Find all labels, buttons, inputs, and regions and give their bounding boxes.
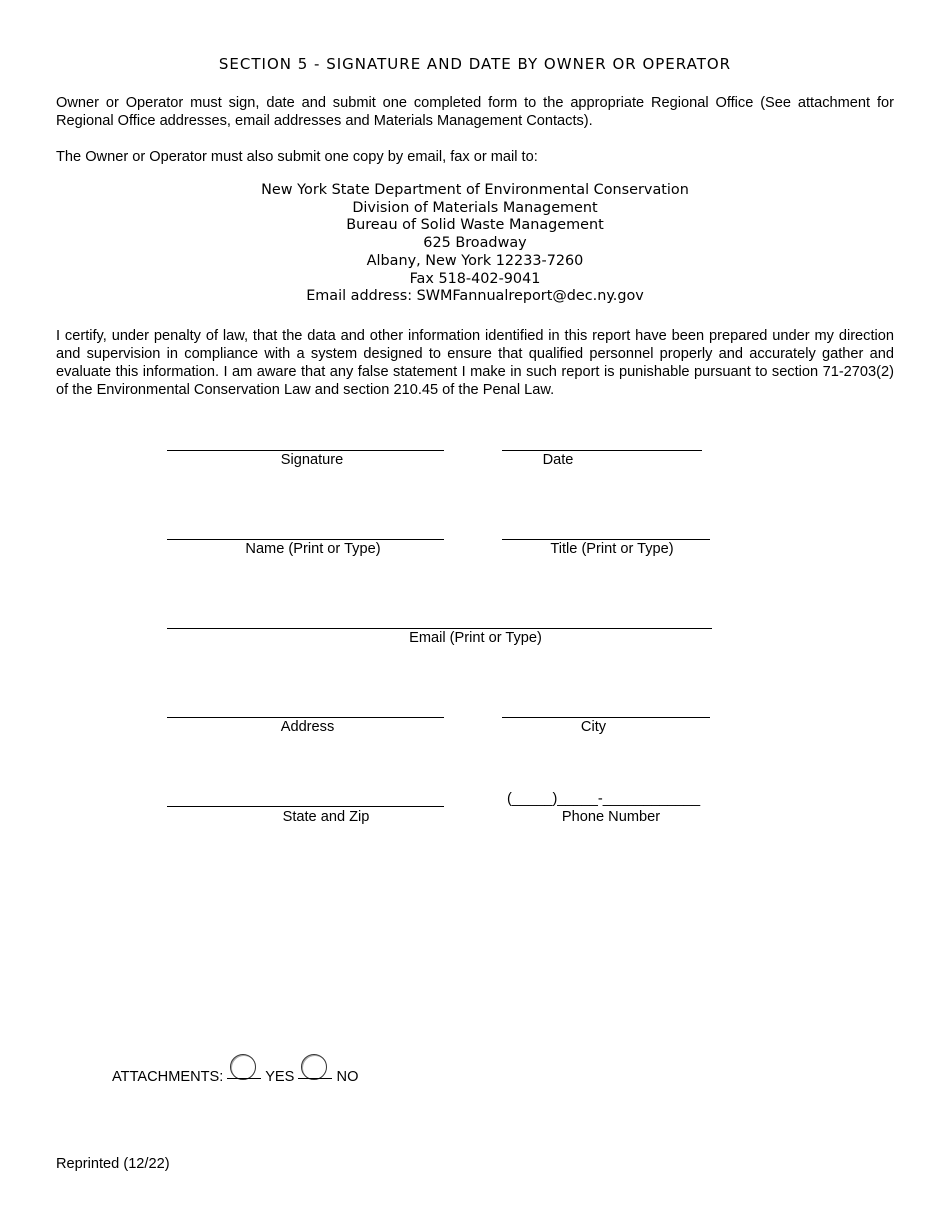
date-label: Date xyxy=(542,452,574,468)
mailing-address-block xyxy=(0,182,950,306)
attachments-yes-radio[interactable] xyxy=(227,1061,261,1081)
state-zip-label: State and Zip xyxy=(282,809,370,825)
attachments-label: ATTACHMENTS: xyxy=(112,1069,224,1085)
name-label: Name (Print or Type) xyxy=(245,541,381,557)
address-line-city: Albany, New York 12233-7260 xyxy=(366,252,584,269)
address-line-bureau: Bureau of Solid Waste Management xyxy=(346,217,604,234)
address-line[interactable] xyxy=(167,717,444,718)
attachments-row xyxy=(112,1061,358,1085)
address-line-fax: Fax 518-402-9041 xyxy=(409,270,541,287)
title-line[interactable] xyxy=(502,539,710,540)
email-label: Email (Print or Type) xyxy=(409,630,542,646)
phone-number-label: Phone Number xyxy=(561,809,661,825)
city-line[interactable] xyxy=(502,717,710,718)
date-line[interactable] xyxy=(502,450,702,451)
submission-instructions: Owner or Operator must sign, date and submit one completed form to the appropriate Regional Office (See attachment for Regional Office addresses, email addresses and Materials Management Contacts). xyxy=(56,95,894,129)
address-label: Address xyxy=(280,719,335,735)
reprint-date: Reprinted (12/22) xyxy=(56,1156,170,1172)
signature-line[interactable] xyxy=(167,450,444,451)
attachments-no-radio[interactable] xyxy=(298,1061,332,1081)
address-line-division: Division of Materials Management xyxy=(352,199,598,216)
attachments-yes-label: YES xyxy=(265,1069,295,1085)
city-label: City xyxy=(580,719,607,735)
phone-number-field[interactable]: (_____)_____-____________ xyxy=(507,791,701,807)
state-zip-line[interactable] xyxy=(167,806,444,807)
name-line[interactable] xyxy=(167,539,444,540)
email-line[interactable] xyxy=(167,628,712,629)
section-title: SECTION 5 - SIGNATURE AND DATE BY OWNER OR OPERATOR xyxy=(218,55,732,73)
certification-statement: I certify, under penalty of law, that the data and other information identified in this report have been prepared under my direction and supervision in compliance with a system designed to ensure that qualified personnel properly and accurately gather and evaluate this information. I am aware that any false statement I make in such report is punishable pursuant to section 71-2703(2) of the Environmental Conservation Law and section 210.45 of the Penal Law. xyxy=(56,328,894,398)
radio-circle-icon xyxy=(301,1054,327,1080)
copy-instructions: The Owner or Operator must also submit one copy by email, fax or mail to: xyxy=(56,149,538,165)
attachments-no-label: NO xyxy=(336,1069,359,1085)
title-label: Title (Print or Type) xyxy=(550,541,674,557)
radio-circle-icon xyxy=(230,1054,256,1080)
address-line-street: 625 Broadway xyxy=(423,235,527,252)
address-line-email: Email address: SWMFannualreport@dec.ny.gov xyxy=(306,288,644,305)
address-line-agency: New York State Department of Environmental Conservation xyxy=(261,182,689,198)
signature-label: Signature xyxy=(280,452,344,468)
